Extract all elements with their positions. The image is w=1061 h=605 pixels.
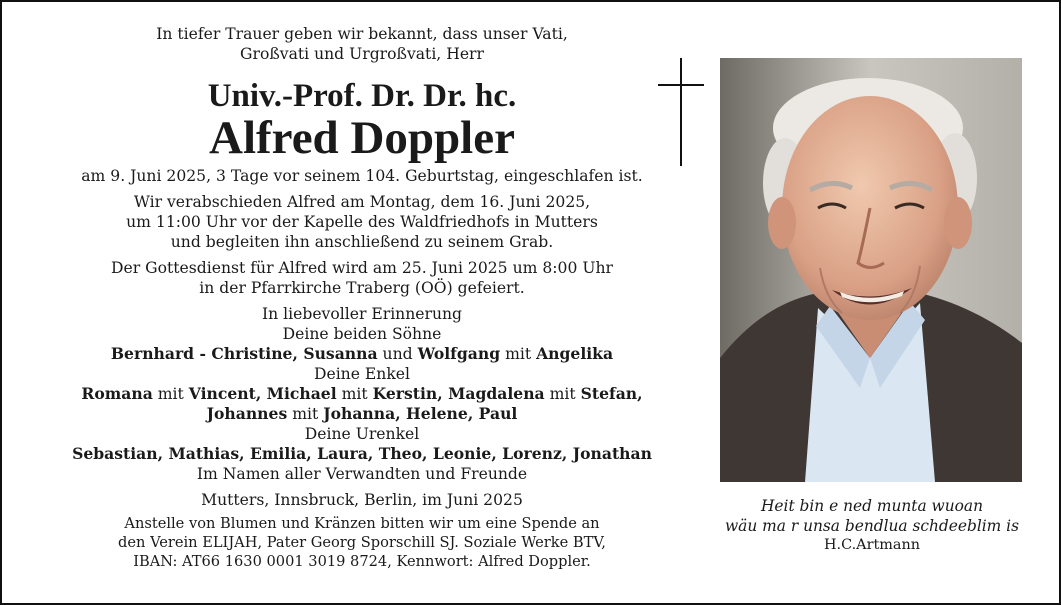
portrait-photo (720, 58, 1022, 482)
death-line: am 9. Juni 2025, 3 Tage vor seinem 104. Geburtstag, eingeschlafen ist. (81, 167, 643, 185)
portrait-illustration (720, 58, 1022, 482)
intro-line-2: Großvati und Urgroßvati, Herr (240, 45, 484, 63)
quote-author: H.C.Artmann (823, 537, 920, 553)
memory-line: In liebevoller Erinnerung (261, 305, 463, 323)
relatives-line: Im Namen aller Verwandten und Freunde (196, 465, 528, 483)
sons-name-c: Angelika (536, 344, 614, 363)
farewell-line-2: um 11:00 Uhr vor der Kapelle des Waldfriedhofs in Mutters (126, 213, 598, 231)
poem-quote (702, 496, 1042, 554)
great-grandchildren-label: Deine Urenkel (304, 425, 420, 443)
sons-name-b: Wolfgang (417, 344, 501, 363)
donation-line-2: den Verein ELIJAH, Pater Georg Sporschill SJ. Soziale Werke BTV, (118, 534, 606, 551)
quote-line-1: Heit bin e ned munta wuoan (761, 497, 983, 515)
donation-line-3: IBAN: AT66 1630 0001 3019 8724, Kennwort: Alfred Doppler. (133, 553, 591, 570)
sons-name-a: Bernhard - Christine, Susanna (110, 344, 378, 363)
service-line-1: Der Gottesdienst für Alfred wird am 25. Juni 2025 um 8:00 Uhr (111, 259, 613, 277)
grandchildren-line-2: Johannes mit Johanna, Helene, Paul (206, 404, 518, 423)
sons-label: Deine beiden Söhne (282, 325, 442, 343)
sons-names: Bernhard - Christine, Susanna und Wolfgang mit Angelika (110, 344, 614, 363)
quote-line-2: wäu ma r unsa bendlua schdeeblim is (725, 517, 1019, 535)
service-line-2: in der Pfarrkirche Traberg (OÖ) gefeiert. (199, 279, 525, 297)
place-date: Mutters, Innsbruck, Berlin, im Juni 2025 (201, 491, 523, 509)
farewell-line-3: und begleiten ihn anschließend zu seinem Grab. (170, 233, 554, 251)
donation-line-1: Anstelle von Blumen und Kränzen bitten wir um eine Spende an (124, 515, 600, 532)
notice-text-column (62, 24, 662, 571)
grandchildren-line-1: Romana mit Vincent, Michael mit Kerstin, Magdalena mit Stefan, (81, 384, 643, 403)
farewell-line-1: Wir verabschieden Alfred am Montag, dem 16. Juni 2025, (133, 193, 591, 211)
deceased-name: Alfred Doppler (209, 112, 515, 164)
intro-line-1: In tiefer Trauer geben wir bekannt, dass unser Vati, (156, 25, 568, 43)
cross-icon (658, 58, 704, 166)
grandchildren-label: Deine Enkel (313, 365, 411, 383)
academic-title: Univ.-Prof. Dr. Dr. hc. (207, 78, 517, 114)
great-grandchildren-names: Sebastian, Mathias, Emilia, Laura, Theo, Leonie, Lorenz, Jonathan (72, 444, 652, 463)
